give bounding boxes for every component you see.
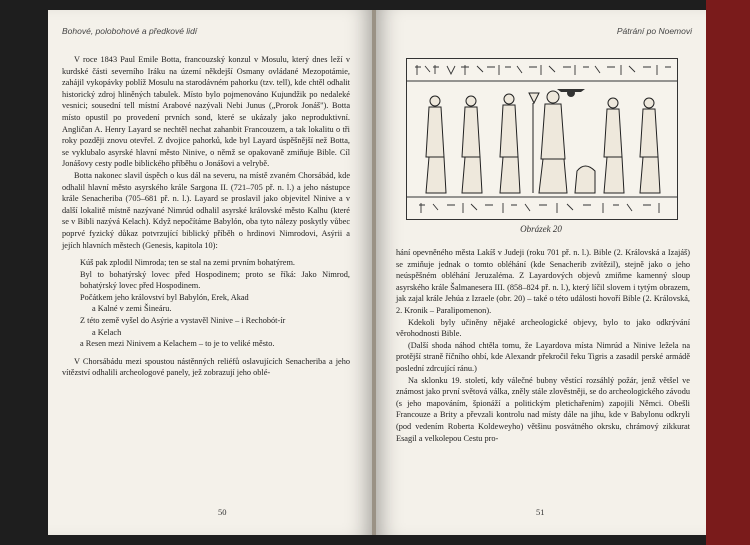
paragraph: Botta nakonec slavil úspěch o kus dál na severu, na místě zvaném Chorsábád, kde odhalil hlavní město asyrského krále Sargona II. (721–705 př. n. l.) a jeho nástupce krále Senacheriba (705–681 př. n. l.). Layard se proslavil jako objevitel Ninive a v další lokalitě místně nazývané Nimrúd odhalil asyrské královské město Kalhu (které se v Bibli nazývá Kelach). Když nepočítáme Babylón, oba tyto nálezy poskytly vůbec poprvé fyzický důkaz potvrzující biblický příběh o hrdinovi Nimrodovi, Asýrii a jejích hlavních městech (Genesis, kapitola 10): (62, 170, 350, 250)
left-running-head: Bohové, polobohové a předkové lidí (62, 26, 198, 36)
bible-quote (62, 257, 350, 350)
verse-line: a Kelach (92, 327, 122, 337)
verse-line: Kúš pak zplodil Nimroda; ten se stal na zemi prvním bohatýrem. (80, 258, 295, 268)
verse-line: a Kalné v zemi Šineáru. (92, 304, 172, 314)
left-body-text (62, 54, 350, 379)
verse-line: a Resen mezi Ninivem a Kelachem – to je to veliké město. (80, 339, 275, 349)
left-page (48, 10, 372, 535)
paragraph: V Chorsábádu mezi spoustou nástěnných reliéfů oslavujících Senacheriba a jeho vítězství odhalili archeologové panely, jež zobrazují jeho oblé- (62, 356, 350, 378)
paragraph: hání opevněného města Lakíš v Judeji (roku 701 př. n. l.). Bible (2. Královská a Izajáš) se zmiňuje jednak o tomto obléhání (kde Senacherib zvítězil), stejně jako o jeho neúspěšném obléhání Jeruzaléma. Z Layardových objevů zmiňme kamenný sloup asyrského krále Šalmanesera III. (858–824 př. n. l.), který líčil slovem i tytým obrazem, jak zajal krále Jehúa z Izraele (obr. 20) – také o této události hovoří Bible (2. Královská, 2. Kronik – Paralipomenon). (396, 248, 690, 315)
paragraph: Kdekoli byly učiněny nějaké archeologické objevy, bylo to jako odkrývání věrohodnosti Bible. (396, 317, 690, 339)
figure-relief-illustration (406, 58, 678, 220)
book-cover-edge (706, 0, 750, 545)
verse-line: Počátkem jeho království byl Babylón, Erek, Akad (80, 292, 249, 302)
verse-line: Byl to bohatýrský lovec před Hospodinem; proto se říká: Jako Nimrod, bohatýrský lovec před Hospodinem. (80, 269, 350, 291)
figure-caption: Obrázek 20 (520, 224, 562, 234)
right-body-text (396, 247, 690, 444)
assyrian-relief-drawing (407, 59, 677, 219)
paragraph: V roce 1843 Paul Emile Botta, francouzský konzul v Mosulu, který dnes leží v kurdské části severního Iráku na území někdejší Osmany ovládané Mezopotámie, zahájil vykopávky poblíž Mosulu na starodávném pahorku (tzv. tell), kde chtěl odhalit historický zdroj hliněných tabulek. Místo bylo pojmenováno Kujundžik po nedaleké vesnici; sousední tell místní Arabové nazývali Nebi Junus („Prorok Jonáš"). Botta místo opustil po provedení prvních sond, které se ukázaly jako neproduktivní. Angličan A. Henry Layard se nechtěl nechat zahanbit Francouzem, a tak lokalitu o tři roky později znovu otevřel. Z dvojice pahorků, kde byl Layard úspěšnější než Botta, se vyklubalo asyrské hlavní město Ninive, o němž se opakovaně zmiňuje Bible. Cíl Jonášovy cesty podle biblického příběhu o Jonášovi a velrybě. (62, 55, 350, 169)
verse-line: Z této země vyšel do Asýrie a vystavěl Ninive – i Rechobót-ír (80, 316, 286, 326)
left-page-number: 50 (218, 507, 227, 517)
right-page (376, 10, 706, 535)
right-running-head: Pátrání po Noemovi (616, 26, 692, 36)
paragraph: Na sklonku 19. století, kdy válečné bubny věstící rozsáhlý požár, jenž většel ve známost jako první světová válka, zněly stále zlověstněji, se do archeologického závodu (s jeho mapováním, špionáží a politickým pletichařením) zapojili Němci. Obešli Francouze a Brity a převzali kontrolu nad místy dále na jihu, kde v Babylonu odkryli (pod vedením Roberta Koldeweyho) většinu posvátného okrsku, chrámový zikkurat Esagil a velkolepou Cestu pro- (396, 375, 690, 443)
right-page-number: 51 (536, 507, 545, 517)
paragraph: (Další shoda náhod chtěla tomu, že Layardova místa Nimrúd a Ninive ležela na protější straně říčního ohbí, kde Alexandr překročil řeku Tigris a zasadil perské armádě poslední zdrcující ránu.) (396, 340, 690, 373)
